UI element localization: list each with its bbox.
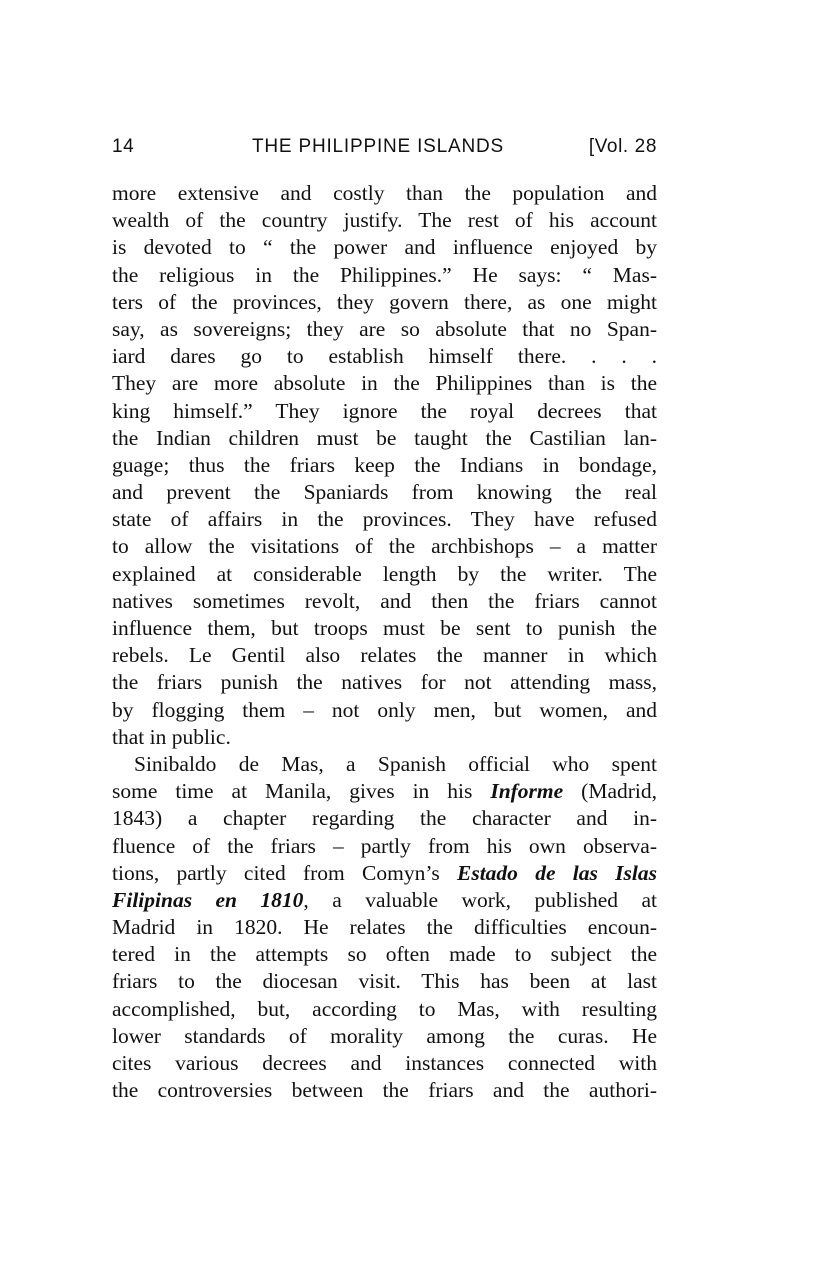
text-line: state of affairs in the provinces. They have refused (112, 507, 657, 532)
text-line: explained at considerable length by the writer. The (112, 561, 657, 586)
text-line: to allow the visitations of the archbishops – a matter (112, 534, 657, 559)
text-line: guage; thus the friars keep the Indians in bondage, (112, 452, 657, 477)
text-line: the controversies between the friars and the authori- (112, 1078, 657, 1103)
running-title: THE PHILIPPINE ISLANDS (252, 136, 505, 157)
text-line: some time at Manila, gives in his Informe (Madrid, (112, 779, 657, 804)
text-line: Filipinas en 1810, a valuable work, published at (112, 887, 657, 912)
book-title-informe: Informe (490, 779, 564, 804)
text-line: by flogging them – not only men, but women, and (112, 697, 657, 722)
text-line: Sinibaldo de Mas, a Spanish official who spent (134, 751, 657, 776)
text-line: that in public. (112, 724, 231, 749)
text-line: is devoted to “ the power and influence enjoyed by (112, 235, 657, 260)
text-line: iard dares go to establish himself there. . . . (112, 344, 657, 369)
text-line: more extensive and costly than the population and (112, 181, 657, 205)
page-number: 14 (112, 136, 135, 157)
text-line: influence them, but troops must be sent to punish the (112, 616, 657, 640)
text-line: the friars punish the natives for not attending mass, (112, 670, 657, 695)
volume-label: [Vol. 28 (588, 136, 657, 157)
text-line: tered in the attempts so often made to subject the (112, 942, 657, 967)
text-line: ters of the provinces, they govern there, as one might (112, 289, 657, 314)
paragraph-1 (112, 180, 657, 751)
text-line: lower standards of morality among the curas. He (112, 1023, 657, 1048)
body-text (112, 180, 657, 1104)
text-line: accomplished, but, according to Mas, with resulting (112, 996, 657, 1021)
text-line: the religious in the Philippines.” He says: “ Mas- (112, 262, 657, 287)
text-line: natives sometimes revolt, and then the friars cannot (112, 588, 657, 613)
text-line: fluence of the friars – partly from his own observa- (112, 833, 657, 858)
paragraph-2 (112, 751, 657, 1104)
text-line: They are more absolute in the Philippines than is the (112, 371, 657, 396)
text-line: cites various decrees and instances connected with (112, 1051, 657, 1075)
text-line: 1843) a chapter regarding the character and in- (112, 806, 657, 831)
text-line: say, as sovereigns; they are so absolute that no Span- (112, 316, 657, 341)
page-header (112, 136, 657, 166)
book-title-filipinas: Filipinas en 1810 (112, 887, 304, 912)
text-line: wealth of the country justify. The rest of his account (112, 208, 657, 233)
text-line: Madrid in 1820. He relates the difficulties encoun- (112, 915, 657, 940)
text-line: friars to the diocesan visit. This has been at last (112, 969, 657, 994)
text-line: the Indian children must be taught the Castilian lan- (112, 425, 657, 450)
text-line: and prevent the Spaniards from knowing the real (112, 480, 657, 505)
text-line: king himself.” They ignore the royal decrees that (112, 398, 657, 423)
book-title-estado: Estado de las Islas (457, 860, 657, 885)
text-line: tions, partly cited from Comyn’s Estado de las Islas (112, 860, 657, 885)
text-line: rebels. Le Gentil also relates the manner in which (112, 643, 657, 668)
